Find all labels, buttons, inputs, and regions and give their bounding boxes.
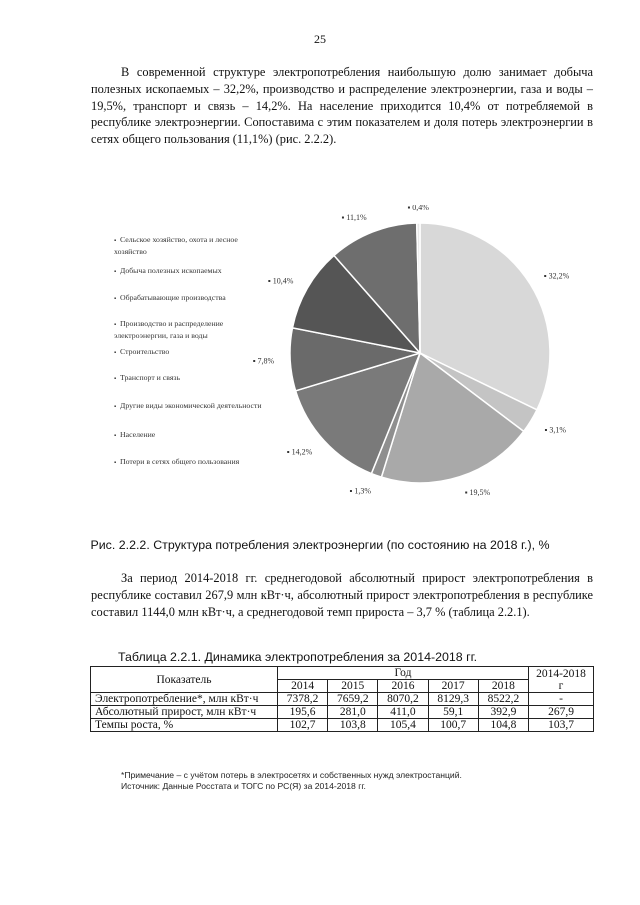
legend-bullet-icon: ▪ (114, 238, 117, 244)
header-year-cell: 2014 (278, 680, 328, 693)
table-cell: 195,6 (278, 706, 328, 719)
table-row (91, 706, 594, 719)
table-header-row (91, 667, 594, 680)
table-cell: 7378,2 (278, 693, 328, 706)
header-year-cell: 2016 (378, 680, 428, 693)
legend-item (114, 319, 264, 340)
legend-label: Потери в сетях общего пользования (120, 457, 240, 466)
table-row (91, 719, 594, 732)
header-indicator: Показатель (91, 667, 278, 693)
header-year-cell: 2015 (328, 680, 378, 693)
table-notes (121, 770, 462, 792)
row-label: Электропотребление*, млн кВт·ч (91, 693, 278, 706)
legend-bullet-icon: ▪ (114, 350, 117, 356)
header-year-cell: 2017 (428, 680, 478, 693)
pie-slice-label: ▪ 1,3% (349, 486, 371, 496)
legend-label: Обрабатывающие производства (120, 293, 226, 302)
legend-item (114, 373, 264, 385)
table-source: Источник: Данные Росстата и ТОГС по РС(Я) за 2014-2018 гг. (121, 781, 366, 791)
row-label: Темпы роста, % (91, 719, 278, 732)
legend-label: Добыча полезных ископаемых (120, 266, 222, 275)
table-cell: 7659,2 (328, 693, 378, 706)
pie-slice-label: ▪ 19,5% (464, 488, 491, 497)
table-cell: 100,7 (428, 719, 478, 732)
table-cell: 281,0 (328, 706, 378, 719)
legend-item (114, 347, 264, 359)
table-title: Таблица 2.2.1. Динамика электропотребления за 2014-2018 гг. (118, 650, 478, 664)
legend-bullet-icon: ▪ (114, 433, 117, 439)
legend-bullet-icon: ▪ (114, 376, 117, 382)
header-year: Год (278, 667, 529, 680)
table-cell: 103,8 (328, 719, 378, 732)
table-cell: 8070,2 (378, 693, 428, 706)
table-note: *Примечание – с учётом потерь в электросетях и собственных нужд электростанций. (121, 770, 462, 780)
legend-item (114, 266, 264, 278)
legend-bullet-icon: ▪ (114, 460, 117, 466)
legend-item (114, 457, 264, 469)
legend-item (114, 235, 264, 256)
pie-slice-label: ▪ 0,4% (407, 205, 429, 212)
table-cell: 104,8 (478, 719, 528, 732)
table-cell: 102,7 (278, 719, 328, 732)
figure-caption: Рис. 2.2.2. Структура потребления электроэнергии (по состоянию на 2018 г.), % (90, 538, 550, 552)
legend-bullet-icon: ▪ (114, 269, 117, 275)
legend-item (114, 401, 264, 413)
intro-paragraph: В современной структуре электропотребления наибольшую долю занимает добыча полезных ископаемых – 32,2%, производство и распределение электроэнергии, газа и воды – 19,5%, транспорт и связь – 14,2%. На население приходится 10,4% от потребляемой в республике электроэнергии. Сопоставима с этим показателем и доля потерь электроэнергии в сетях общего пользования (11,1%) (рис. 2.2.2). (91, 65, 593, 147)
table-cell: 103,7 (529, 719, 594, 732)
pie-slice-label: ▪ 14,2% (286, 447, 313, 457)
legend-label: Транспорт и связь (120, 373, 181, 382)
header-period: 2014-2018 г (529, 667, 594, 693)
consumption-table (90, 666, 594, 732)
table-cell: 392,9 (478, 706, 528, 719)
legend-label: Население (120, 430, 156, 439)
table-cell: 267,9 (529, 706, 594, 719)
legend-item (114, 293, 264, 305)
legend-item (114, 430, 264, 442)
legend-bullet-icon: ▪ (114, 322, 117, 328)
pie-chart (110, 205, 570, 510)
table-cell: 105,4 (378, 719, 428, 732)
growth-paragraph: За период 2014-2018 гг. среднегодовой абсолютный прирост электропотребления в республике составил 267,9 млн кВт·ч, абсолютный прирост электропотребления в республике составил 1144,0 млн кВт·ч, а среднегодовой темп прироста – 3,7 % (таблица 2.2.1). (91, 571, 593, 619)
pie-slice-label: ▪ 3,1% (544, 425, 566, 435)
legend-bullet-icon: ▪ (114, 404, 117, 410)
legend-bullet-icon: ▪ (114, 296, 117, 302)
pie-slice-label: ▪ 7,8% (252, 356, 275, 366)
table-row (91, 693, 594, 706)
table-cell: 59,1 (428, 706, 478, 719)
legend-label: Строительство (120, 347, 170, 356)
table-cell: - (529, 693, 594, 706)
pie-slice-label: ▪ 11,1% (341, 213, 367, 223)
row-label: Абсолютный прирост, млн кВт·ч (91, 706, 278, 719)
header-year-cell: 2018 (478, 680, 528, 693)
legend-label: Другие виды экономической деятельности (120, 401, 262, 410)
table-cell: 411,0 (378, 706, 428, 719)
legend-label: Сельское хозяйство, охота и лесное хозяйство (114, 235, 238, 256)
legend-label: Производство и распределение электроэнергии, газа и воды (114, 319, 224, 340)
table-cell: 8522,2 (478, 693, 528, 706)
page-number: 25 (314, 32, 326, 46)
pie-slice-label: ▪ 10,4% (267, 276, 294, 286)
table-cell: 8129,3 (428, 693, 478, 706)
pie-slice-label: ▪ 32,2% (543, 271, 570, 281)
table-body (91, 693, 594, 732)
